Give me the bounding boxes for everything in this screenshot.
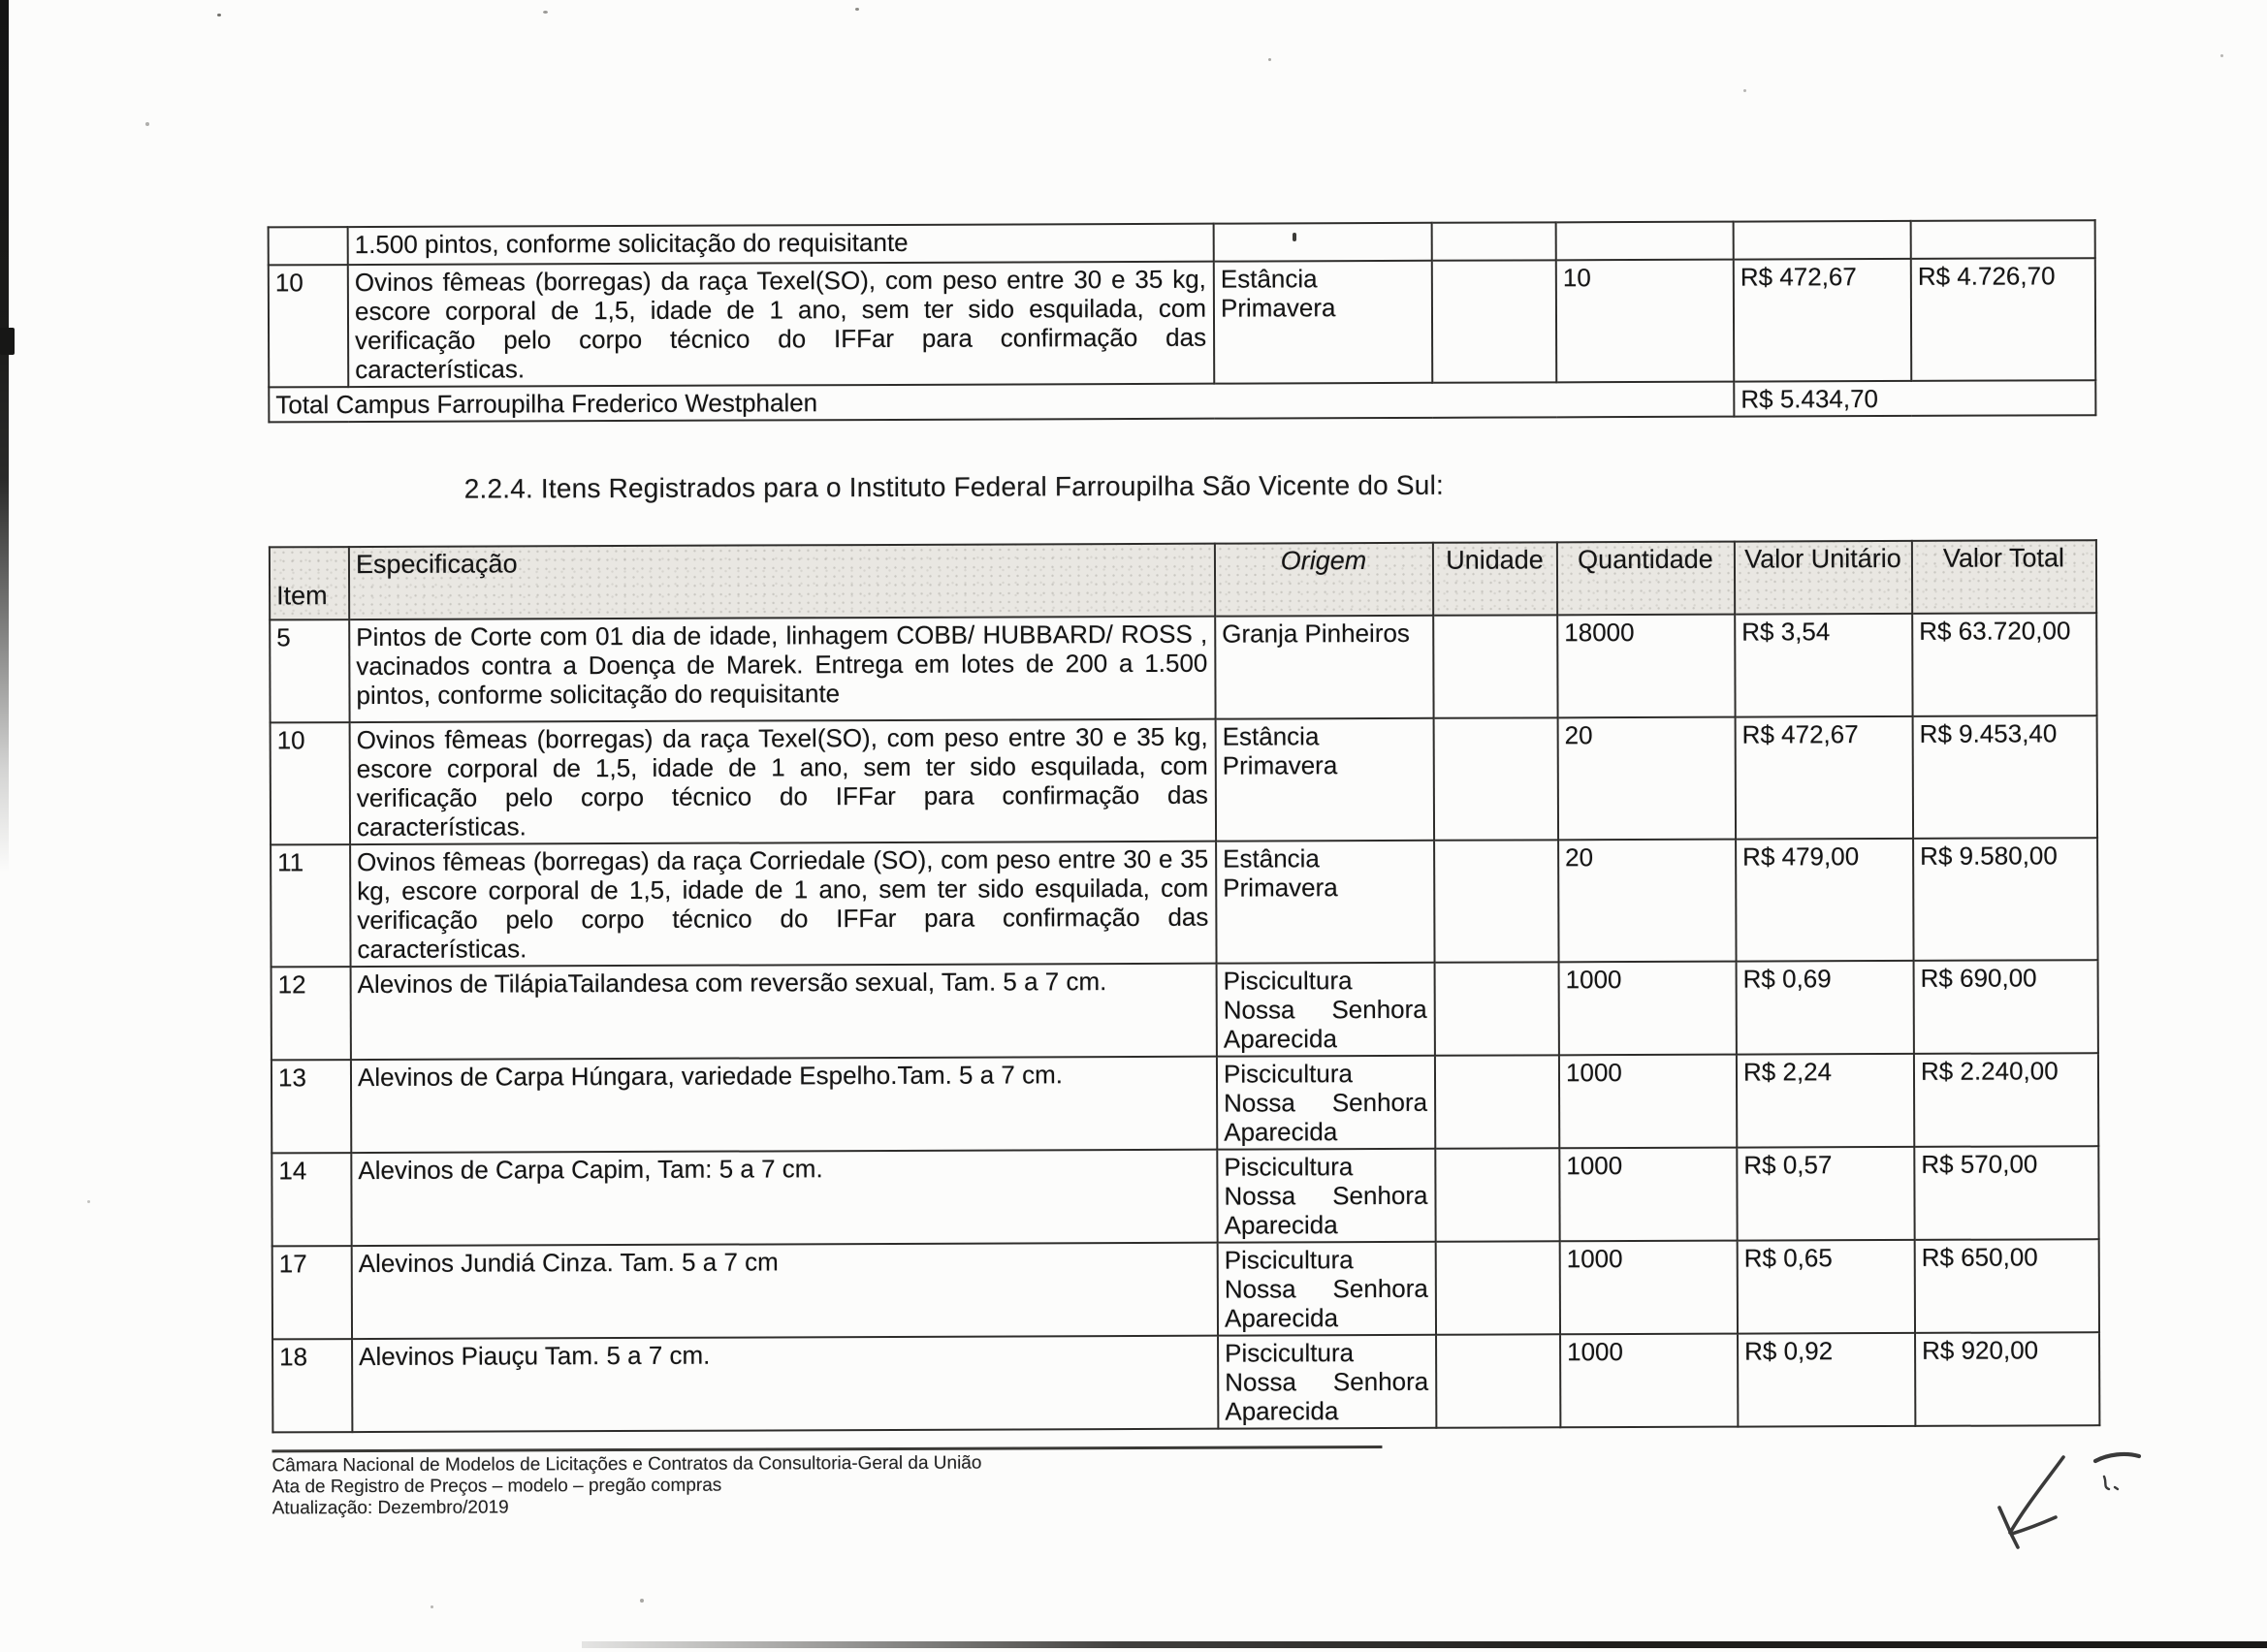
table-sao-vicente-do-sul (269, 539, 2100, 1433)
cell-item: 10 (269, 265, 348, 387)
footer-line-1: Câmara Nacional de Modelos de Licitações e Contratos da Consultoria-Geral da União (271, 1452, 982, 1477)
cell-item (269, 227, 348, 265)
table-row (269, 258, 2095, 387)
total-label: Total Campus Farroupilha Frederico Westphalen (269, 382, 1734, 423)
table-row (271, 1146, 2098, 1246)
scan-speck (1743, 89, 1746, 92)
cell-origem: Piscicultura Nossa Senhora Aparecida (1217, 1056, 1435, 1150)
cell-item: 11 (271, 844, 350, 967)
scan-speck (543, 11, 548, 14)
cell-origem: Piscicultura Nossa Senhora Aparecida (1218, 1335, 1436, 1429)
cell-valor-total: R$ 570,00 (1914, 1146, 2098, 1240)
total-value: R$ 5.434,70 (1734, 380, 2095, 416)
cell-valor-total: R$ 920,00 (1915, 1332, 2099, 1426)
cell-origem: Granja Pinheiros (1215, 616, 1433, 719)
cell-valor-unitario: R$ 0,69 (1737, 961, 1914, 1055)
cell-origem: Piscicultura Nossa Senhora Aparecida (1217, 963, 1435, 1057)
cell-especificacao: Ovinos fêmeas (borregas) da raça Texel(SO), com peso entre 30 e 35 kg, escore corporal de 1,5, idade de 1 ano, sem ter sido esquilada, com verificação pelo corpo técnico do IFFar para confirmação das características. (348, 262, 1214, 387)
table-row (271, 838, 2097, 967)
header-origem: Origem (1215, 543, 1433, 617)
cell-especificacao: Alevinos de Carpa Húngara, variedade Espelho.Tam. 5 a 7 cm. (351, 1057, 1217, 1153)
scan-speck (1268, 58, 1271, 61)
header-especificacao: Especificação (349, 544, 1215, 620)
cell-unidade (1435, 1148, 1559, 1241)
scan-speck (145, 122, 149, 126)
cell-valor-total (1911, 220, 2095, 259)
cell-valor-unitario: R$ 3,54 (1735, 614, 1912, 717)
cell-valor-unitario: R$ 0,92 (1738, 1333, 1915, 1427)
cell-item: 13 (271, 1060, 351, 1153)
cell-valor-total: R$ 4.726,70 (1911, 258, 2095, 381)
scan-speck (217, 14, 221, 16)
section-heading: 2.2.4. Itens Registrados para o Instituto Federal Farroupilha São Vicente do Sul: (463, 469, 1445, 504)
cell-quantidade: 1000 (1559, 1055, 1737, 1149)
scan-speck (87, 1200, 90, 1203)
cell-valor-unitario: R$ 472,67 (1736, 716, 1913, 840)
header-unidade: Unidade (1433, 542, 1557, 615)
cell-quantidade: 18000 (1557, 615, 1735, 718)
header-quantidade: Quantidade (1557, 542, 1735, 616)
cell-unidade (1434, 840, 1558, 962)
cell-unidade (1436, 1241, 1560, 1334)
header-valor-total: Valor Total (1912, 540, 2096, 614)
cell-especificacao: Alevinos de TilápiaTailandesa com reversão sexual, Tam. 5 a 7 cm. (351, 964, 1217, 1060)
cell-origem: Estância Primavera (1216, 718, 1434, 842)
cell-especificacao: 1.500 pintos, conforme solicitação do requisitante (348, 224, 1214, 265)
cell-origem: Piscicultura Nossa Senhora Aparecida (1217, 1149, 1435, 1243)
cell-origem: Estância Primavera (1214, 261, 1432, 384)
cell-quantidade: 20 (1558, 717, 1736, 841)
cell-quantidade: 1000 (1560, 1241, 1738, 1335)
cell-valor-unitario: R$ 0,57 (1737, 1147, 1914, 1241)
cell-unidade (1432, 260, 1556, 382)
footer-line-2: Ata de Registro de Preços – modelo – pregão compras (271, 1475, 722, 1498)
table-total-row (269, 380, 2095, 422)
cell-item: 14 (271, 1153, 351, 1246)
cell-item: 18 (272, 1339, 352, 1432)
cell-especificacao: Ovinos fêmeas (borregas) da raça Corriedale (SO), com peso entre 30 e 35 kg, escore corporal de 1,5, idade de 1 ano, sem ter sido esquilada, com verificação pelo corpo técnico do IFFar para confirmação das características. (350, 842, 1216, 967)
cell-quantidade: 20 (1558, 840, 1736, 963)
table-row (272, 1332, 2099, 1432)
scan-speck (2220, 54, 2223, 57)
cell-unidade (1436, 1334, 1560, 1427)
cell-especificacao: Alevinos Piauçu Tam. 5 a 7 cm. (352, 1336, 1218, 1432)
cell-quantidade (1556, 222, 1734, 261)
table-header-row (270, 540, 2096, 620)
cell-valor-unitario: R$ 2,24 (1737, 1054, 1914, 1148)
table-row (271, 715, 2097, 844)
cell-valor-unitario: R$ 479,00 (1736, 839, 1913, 962)
scan-speck (640, 1599, 644, 1603)
scan-speck (855, 8, 859, 11)
cell-unidade (1434, 717, 1558, 840)
cell-quantidade: 10 (1556, 260, 1734, 383)
header-valor-unitario: Valor Unitário (1735, 541, 1912, 615)
cell-especificacao: Ovinos fêmeas (borregas) da raça Texel(SO), com peso entre 30 e 35 kg, escore corporal de 1,5, idade de 1 ano, sem ter sido esquilada, com verificação pelo corpo técnico do IFFar para confirmação das características. (350, 719, 1216, 844)
cell-origem: Piscicultura Nossa Senhora Aparecida (1218, 1242, 1436, 1336)
cell-item: 17 (272, 1246, 352, 1339)
cell-valor-total: R$ 9.580,00 (1913, 838, 2097, 961)
cell-especificacao: Pintos de Corte com 01 dia de idade, linhagem COBB/ HUBBARD/ ROSS , vacinados contra a Doença de Marek. Entrega em lotes de 200 a 1.500 pintos, conforme solicitação do requisitante (349, 617, 1215, 722)
cell-quantidade: 1000 (1560, 1334, 1738, 1428)
cell-quantidade: 1000 (1559, 962, 1737, 1056)
footer-line-3: Atualização: Dezembro/2019 (271, 1497, 509, 1519)
table-campus-frederico-westphalen (268, 219, 2097, 423)
table-row (270, 613, 2096, 722)
cell-especificacao: Alevinos Jundiá Cinza. Tam. 5 a 7 cm (352, 1243, 1218, 1339)
cell-valor-total: R$ 9.453,40 (1913, 715, 2097, 839)
cell-valor-unitario: R$ 0,65 (1738, 1240, 1915, 1334)
cell-origem: Estância Primavera (1216, 841, 1434, 964)
cell-valor-total: R$ 690,00 (1914, 960, 2098, 1054)
cell-origem (1214, 223, 1432, 262)
cell-unidade (1433, 615, 1557, 717)
table-row (272, 1239, 2099, 1339)
cell-valor-total: R$ 650,00 (1915, 1239, 2099, 1333)
scan-speck (431, 1605, 433, 1608)
cell-valor-total: R$ 63.720,00 (1912, 613, 2096, 716)
cell-item: 10 (271, 722, 350, 844)
cell-valor-total: R$ 2.240,00 (1914, 1053, 2098, 1147)
cell-quantidade: 1000 (1559, 1148, 1737, 1242)
table-row (271, 960, 2098, 1060)
cell-valor-unitario: R$ 472,67 (1734, 259, 1911, 382)
cell-item: 5 (270, 620, 349, 722)
cell-valor-unitario (1734, 221, 1911, 260)
header-item: Item (270, 547, 349, 620)
scan-ink-mark (1293, 233, 1296, 241)
cell-unidade (1435, 962, 1559, 1055)
table-row (271, 1053, 2098, 1153)
page-footer (271, 1446, 1382, 1519)
cell-unidade (1435, 1055, 1559, 1148)
cell-unidade (1432, 222, 1556, 260)
cell-item: 12 (271, 967, 351, 1060)
cell-especificacao: Alevinos de Carpa Capim, Tam: 5 a 7 cm. (351, 1150, 1217, 1246)
